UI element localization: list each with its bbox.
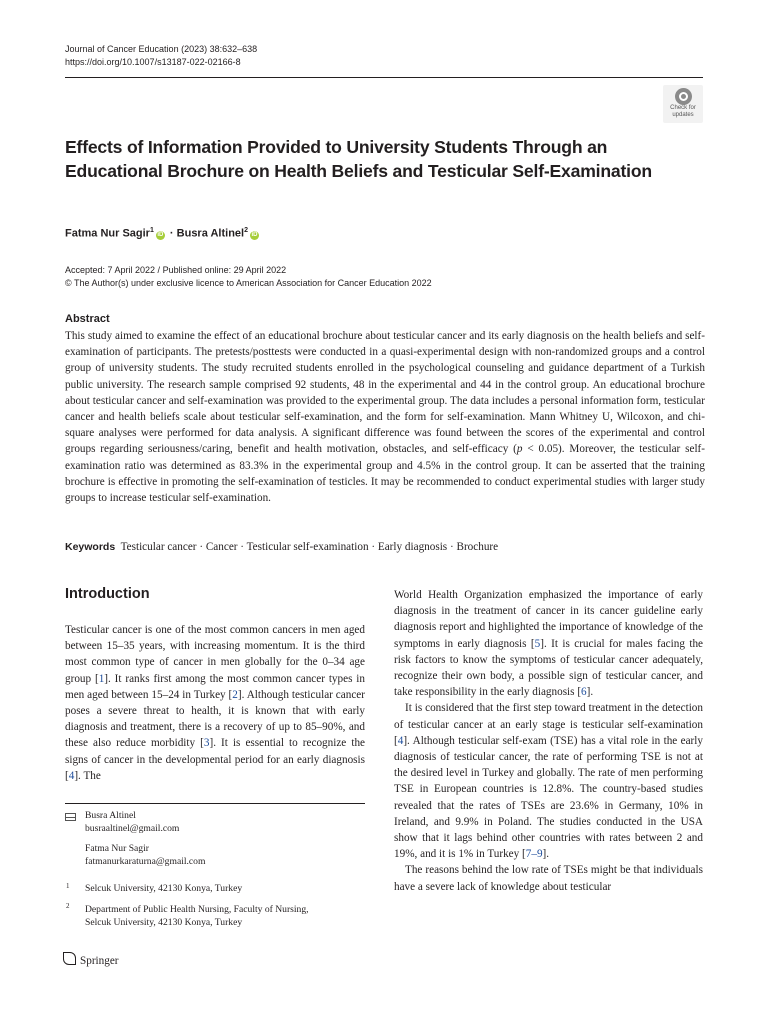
springer-horse-icon [63, 952, 76, 965]
journal-header [65, 43, 257, 69]
abstract-text-part: < 0.05). Moreover, the testicular self-examination ratio was determined as 83.3% in the experimental group and 4.5% in the control group. It can be asserted that the training brochure is effective in promoting the self-examination of testicles. It may be recommended to conduct experimental studies with larger study groups to increase testicular self-examination. [65, 443, 706, 505]
author-name: Busra Altinel [176, 227, 245, 240]
badge-line-2: updates [672, 112, 694, 118]
text-run: ]. [542, 848, 550, 861]
affiliation-number: 2 [66, 902, 70, 910]
affiliation-2-line: Selcuk University, 42130 Konya, Turkey [85, 917, 243, 928]
check-for-updates-badge[interactable] [663, 85, 703, 123]
citation-link[interactable]: 1 [98, 672, 105, 685]
publisher-mark [63, 952, 119, 967]
author-affiliation-mark: 2 [244, 227, 249, 234]
corresponding-author [85, 809, 179, 835]
corresponding-name: Busra Altinel [85, 810, 136, 821]
citation-link[interactable]: 6 [581, 686, 587, 699]
citation-link[interactable]: 5 [534, 637, 541, 650]
text-run: World Health Organization emphasized the importance of early diagnosis in the treatment of cancer in its cancer guideline early diagnosis report and highlighted the importance of knowledge of the symptoms in early diagnosis [ [394, 589, 703, 650]
doi-link[interactable]: https://doi.org/10.1007/s13187-022-02166-8 [65, 57, 241, 67]
envelope-icon [65, 813, 76, 821]
text-run: ]. It ranks first among the most common cancer types in men aged between 15–24 in Turkey [ [65, 672, 365, 701]
keywords [65, 541, 498, 553]
text-run: It is considered that the first step toward treatment in the detection of testicular cancer at an early stage is testicular self-examination [ [394, 702, 703, 747]
affiliation-1: Selcuk University, 42130 Konya, Turkey [85, 883, 243, 894]
journal-citation: Journal of Cancer Education (2023) 38:632–638 [65, 44, 258, 54]
badge-line-1: Check for [670, 105, 696, 111]
author-affiliation-mark: 1 [149, 227, 154, 234]
footnote-rule [65, 803, 365, 804]
paragraph [65, 622, 365, 784]
orcid-icon[interactable]: iD [251, 231, 258, 238]
orcid-icon[interactable]: iD [157, 231, 164, 238]
coauthor-name: Fatma Nur Sagir [85, 843, 149, 854]
header-rule [65, 77, 703, 78]
coauthor-email[interactable]: fatmanurkaraturna@gmail.com [85, 856, 206, 867]
keywords-list: Testicular cancer · Cancer · Testicular self-examination · Early diagnosis · Brochure [120, 541, 499, 553]
text-run: ]. Although testicular cancer poses a severe threat to health, it is known that with early diagnosis and treatment, there is a recovery of up to 85–90%, and these also reduce morbidity [ [65, 688, 365, 750]
text-run: ]. It is crucial for males facing the risk factors to know the symptoms of testicular cancer adequately, recognize their own body, a possible sign of testicular cancer, and take responsibility in the early diagnosis [ [394, 637, 703, 699]
paragraph [394, 700, 703, 862]
text-run: ]. Although testicular self-exam (TSE) has a vital role in the early diagnosis of testicular cancer, the rate of performing TSE is not at the desired level in Turkey and globally. The rate of men performing TSE in European countries is 12.8%. The country-based studies revealed that the rates of TSEs are 23.6% in Germany, 10% in Ireland, and 9.9% in Poland. The studies conducted in the USA show that it lags behind other countries with rates between 2 and 19%, and it is 1% in Turkey [ [394, 734, 703, 861]
paragraph [394, 587, 703, 700]
paragraph: The reasons behind the low rate of TSEs might be that individuals have a severe lack of knowledge about testicular [394, 864, 703, 893]
text-run: ]. It is essential to recognize the signs of cancer in the developmental period for an early diagnosis [ [65, 737, 365, 782]
text-run: Testicular cancer is one of the most common cancers in men aged between 15–35 years, with increasing momentum. It is the third most common type of cancer in men globally for the 0–34 age group [ [65, 624, 365, 685]
right-column [394, 587, 703, 895]
publisher-name: Springer [80, 955, 119, 967]
citation-link[interactable]: 2 [232, 688, 238, 701]
abstract-text-part: This study aimed to examine the effect of an educational brochure about testicular cancer and its early diagnosis on the health beliefs and self-examination of participants. The pretests/posttests were conducted in a quasi-experimental design with non-randomized groups and a control group of university students. The study recruited students enrolled in the psychological counseling and guidance department of a Turkish public university. The research sample comprised 92 students, 48 in the experimental and 44 in the control group. An educational brochure about testicular cancer and self-examination was provided to the experimental group. The data includes a personal information form, testicular cancer and health beliefs scale about testicular self-examination, and the form for self-examination. Mann Whitney U, Wilcoxon, and chi-square analyses were performed for data analysis. A significant difference was found between the scores of the experimental and control groups regarding seriousness/caring, benefit and health motivation, obstacles, and self-efficacy ( [65, 330, 705, 456]
accepted-published-dates: Accepted: 7 April 2022 / Published online: 29 April 2022 [65, 265, 287, 275]
citation-link[interactable]: 4 [397, 734, 404, 747]
citation-link[interactable]: 4 [68, 769, 75, 782]
text-run: ]. The [74, 769, 101, 782]
check-updates-icon [675, 88, 692, 105]
author-separator: · [166, 227, 177, 240]
abstract-heading: Abstract [65, 313, 110, 325]
citation-link[interactable]: 7–9 [525, 848, 543, 861]
corresponding-email[interactable]: busraaltinel@gmail.com [85, 823, 180, 834]
article-title: Effects of Information Provided to University Students Through an Educational Brochure on Health Beliefs and Testicular Self-Examination [65, 137, 652, 181]
affiliation-number: 1 [66, 882, 70, 890]
author-list [65, 227, 261, 240]
affiliation-2-line: Department of Public Health Nursing, Faculty of Nursing, [85, 904, 309, 915]
copyright-notice: © The Author(s) under exclusive licence to American Association for Cancer Education 2022 [65, 278, 432, 288]
keywords-label: Keywords [65, 541, 116, 553]
left-column [65, 622, 365, 784]
publication-dates [65, 264, 432, 290]
p-value-symbol: p [516, 443, 523, 456]
coauthor-contact [85, 842, 205, 868]
text-run: ]. [586, 686, 594, 699]
affiliation-2 [85, 903, 309, 929]
abstract-text [65, 328, 705, 506]
introduction-heading: Introduction [65, 586, 150, 602]
author-name: Fatma Nur Sagir [65, 227, 150, 240]
citation-link[interactable]: 3 [203, 737, 210, 750]
